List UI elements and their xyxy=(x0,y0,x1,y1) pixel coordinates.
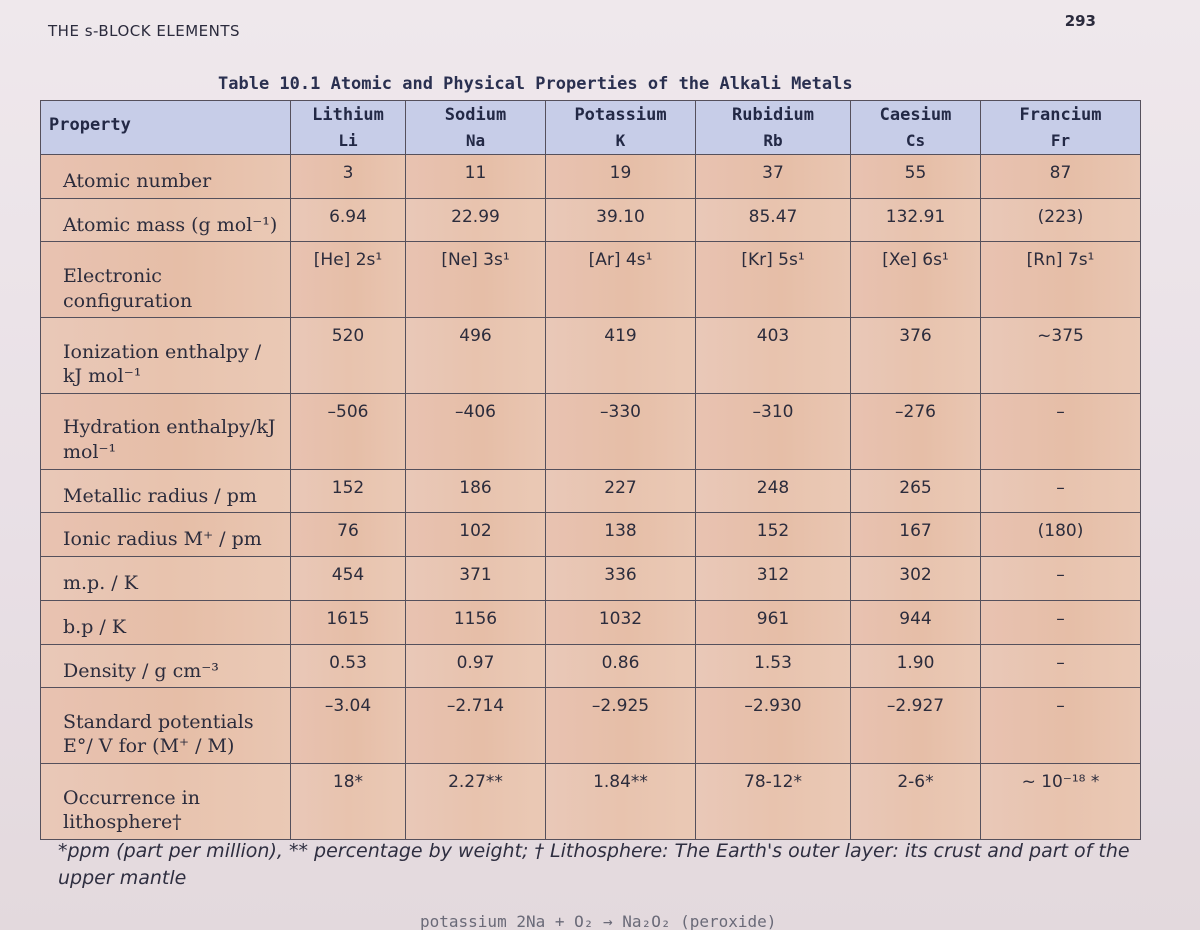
table-footnote: *ppm (part per million), ** percentage by weight; † Lithosphere: The Earth's outer layer: its crust and part of the upper mantle xyxy=(58,840,1130,889)
table-cell: 1032 xyxy=(546,600,696,644)
table-cell: 3 xyxy=(291,155,406,199)
table-cell: 138 xyxy=(546,513,696,557)
row-label: b.p / K xyxy=(41,600,291,644)
row-label: Atomic number xyxy=(41,155,291,199)
table-cell: –276 xyxy=(851,393,981,469)
table-cell: ~375 xyxy=(981,318,1141,394)
table-cell: 78-12* xyxy=(696,764,851,840)
table-row xyxy=(41,155,1141,199)
column-header-sodium xyxy=(406,101,546,155)
element-name: Rubidium xyxy=(732,105,814,125)
element-symbol: Rb xyxy=(763,131,783,150)
element-name: Francium xyxy=(1019,105,1102,125)
table-cell: 87 xyxy=(981,155,1141,199)
element-symbol: Fr xyxy=(1050,131,1071,150)
table-cell: [Xe] 6s¹ xyxy=(851,242,981,318)
table-row xyxy=(41,393,1141,469)
row-label: Atomic mass (g mol⁻¹) xyxy=(41,198,291,242)
table-row xyxy=(41,469,1141,513)
table-cell: –2.714 xyxy=(406,688,546,764)
table-cell: 6.94 xyxy=(291,198,406,242)
row-label: Occurrence in lithosphere† xyxy=(41,764,291,840)
table-header-row xyxy=(41,101,1141,155)
table-cell: –506 xyxy=(291,393,406,469)
column-header-property: Property xyxy=(41,101,291,155)
table-cell: 419 xyxy=(546,318,696,394)
table-cell: 167 xyxy=(851,513,981,557)
table-cell: 520 xyxy=(291,318,406,394)
table-cell: 1156 xyxy=(406,600,546,644)
element-symbol: K xyxy=(615,131,626,150)
table-row xyxy=(41,198,1141,242)
alkali-metals-properties-table xyxy=(40,100,1141,840)
table-cell: 11 xyxy=(406,155,546,199)
table-cell: 2-6* xyxy=(851,764,981,840)
table-row xyxy=(41,600,1141,644)
table-cell: 152 xyxy=(291,469,406,513)
table-cell: –2.927 xyxy=(851,688,981,764)
page-number: 293 xyxy=(1064,12,1096,30)
column-header-potassium xyxy=(546,101,696,155)
table-cell: 371 xyxy=(406,557,546,601)
table-cell: 227 xyxy=(546,469,696,513)
table-cell: 265 xyxy=(851,469,981,513)
table-row xyxy=(41,644,1141,688)
row-label: Metallic radius / pm xyxy=(41,469,291,513)
table-cell: (180) xyxy=(981,513,1141,557)
table-cell: 454 xyxy=(291,557,406,601)
table-row xyxy=(41,318,1141,394)
table-cell: [Kr] 5s¹ xyxy=(696,242,851,318)
column-header-rubidium xyxy=(696,101,851,155)
column-header-caesium xyxy=(851,101,981,155)
table-cell: 312 xyxy=(696,557,851,601)
table-cell: [Ne] 3s¹ xyxy=(406,242,546,318)
properties-table-wrapper xyxy=(40,100,1140,840)
table-cell: –330 xyxy=(546,393,696,469)
table-cell: 18* xyxy=(291,764,406,840)
table-cell: 55 xyxy=(851,155,981,199)
table-cell: (223) xyxy=(981,198,1141,242)
table-cell: ~ 10⁻¹⁸ * xyxy=(981,764,1141,840)
row-label: Standard potentials E°/ V for (M⁺ / M) xyxy=(41,688,291,764)
table-cell: 102 xyxy=(406,513,546,557)
row-label: Ionization enthalpy / kJ mol⁻¹ xyxy=(41,318,291,394)
table-cell: 376 xyxy=(851,318,981,394)
element-name: Potassium xyxy=(574,105,667,125)
table-cell: –2.925 xyxy=(546,688,696,764)
table-cell: 39.10 xyxy=(546,198,696,242)
table-cell: 1615 xyxy=(291,600,406,644)
table-cell: 1.90 xyxy=(851,644,981,688)
table-cell: – xyxy=(981,469,1141,513)
table-cell: 336 xyxy=(546,557,696,601)
element-name: Caesium xyxy=(879,105,952,125)
table-cell: – xyxy=(981,688,1141,764)
element-name: Lithium xyxy=(312,105,384,125)
table-cell: –3.04 xyxy=(291,688,406,764)
row-label: Electronic configuration xyxy=(41,242,291,318)
column-header-francium xyxy=(981,101,1141,155)
table-cell: 2.27** xyxy=(406,764,546,840)
table-cell: [Rn] 7s¹ xyxy=(981,242,1141,318)
column-header-lithium xyxy=(291,101,406,155)
table-cell: – xyxy=(981,557,1141,601)
row-label: Ionic radius M⁺ / pm xyxy=(41,513,291,557)
element-symbol: Na xyxy=(465,131,486,150)
row-label: m.p. / K xyxy=(41,557,291,601)
table-cell: 132.91 xyxy=(851,198,981,242)
element-symbol: Li xyxy=(338,131,358,150)
next-text-fragment: potassium 2Na + O₂ → Na₂O₂ (peroxide) xyxy=(420,912,777,930)
row-label: Density / g cm⁻³ xyxy=(41,644,291,688)
table-row xyxy=(41,764,1141,840)
running-head: THE s-BLOCK ELEMENTS xyxy=(48,22,241,40)
table-cell: 0.53 xyxy=(291,644,406,688)
table-cell: 496 xyxy=(406,318,546,394)
table-cell: 248 xyxy=(696,469,851,513)
table-cell: – xyxy=(981,644,1141,688)
table-cell: –310 xyxy=(696,393,851,469)
row-label: Hydration enthalpy/kJ mol⁻¹ xyxy=(41,393,291,469)
table-cell: [He] 2s¹ xyxy=(291,242,406,318)
table-cell: 944 xyxy=(851,600,981,644)
table-cell: 22.99 xyxy=(406,198,546,242)
table-cell: 1.84** xyxy=(546,764,696,840)
table-cell: 152 xyxy=(696,513,851,557)
table-row xyxy=(41,688,1141,764)
table-cell: – xyxy=(981,393,1141,469)
table-cell: 85.47 xyxy=(696,198,851,242)
table-row xyxy=(41,557,1141,601)
table-cell: –406 xyxy=(406,393,546,469)
table-row xyxy=(41,513,1141,557)
table-cell: –2.930 xyxy=(696,688,851,764)
table-cell: – xyxy=(981,600,1141,644)
table-cell: 0.86 xyxy=(546,644,696,688)
table-cell: 961 xyxy=(696,600,851,644)
table-row xyxy=(41,242,1141,318)
table-cell: 37 xyxy=(696,155,851,199)
table-cell: 186 xyxy=(406,469,546,513)
table-cell: 76 xyxy=(291,513,406,557)
table-cell: 1.53 xyxy=(696,644,851,688)
element-name: Sodium xyxy=(444,105,507,125)
table-cell: [Ar] 4s¹ xyxy=(546,242,696,318)
element-symbol: Cs xyxy=(905,131,926,150)
table-cell: 0.97 xyxy=(406,644,546,688)
table-caption: Table 10.1 Atomic and Physical Properties of the Alkali Metals xyxy=(218,74,853,94)
table-cell: 302 xyxy=(851,557,981,601)
table-cell: 403 xyxy=(696,318,851,394)
table-cell: 19 xyxy=(546,155,696,199)
